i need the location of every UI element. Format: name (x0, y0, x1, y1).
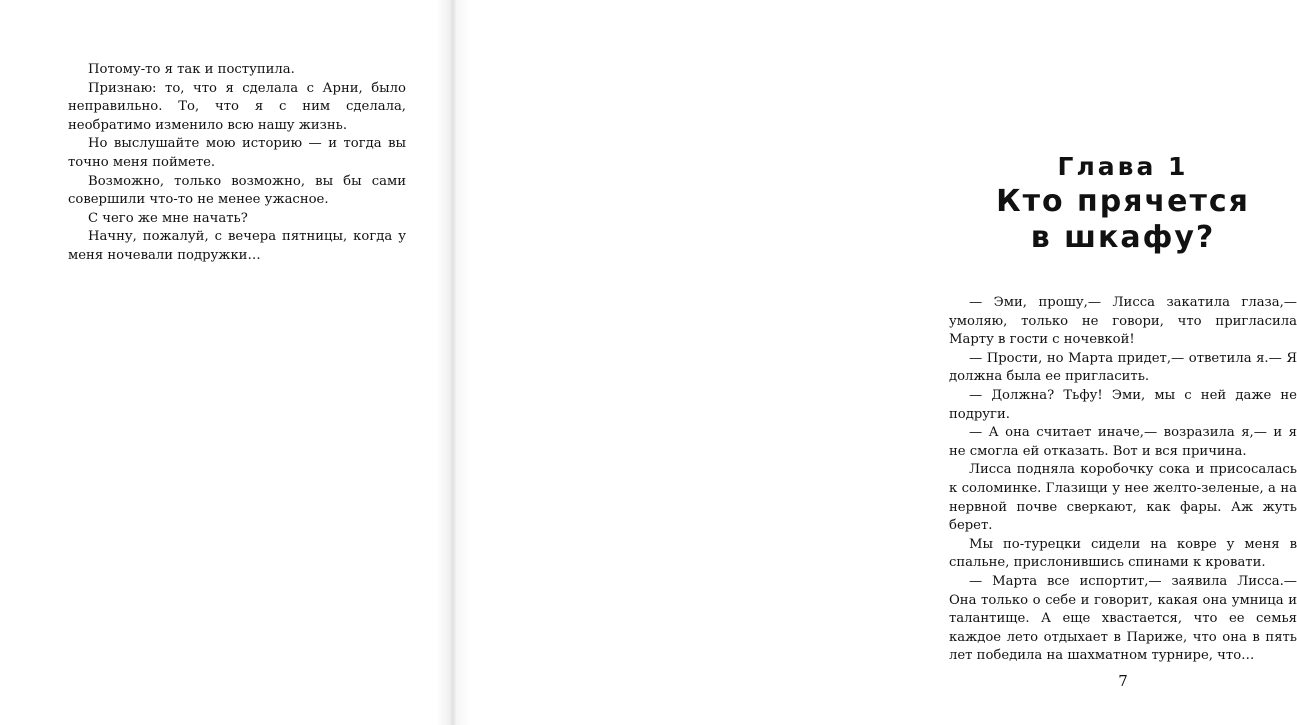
paragraph: Начну, пожалуй, с вечера пятницы, когда у меня ночевали подружки… (68, 229, 406, 263)
chapter-title-line: Кто прячется (996, 184, 1250, 219)
paragraph: Признаю: то, что я сделала с Арни, было неправильно. То, что я с ним сделала, необратимо изменило всю нашу жизнь. (68, 80, 406, 133)
right-page-text (949, 294, 1297, 666)
left-page (0, 0, 453, 725)
paragraph: Возможно, только возможно, вы бы сами совершили что-то не менее ужасное. (68, 173, 406, 208)
paragraph: Потому-то я так и поступила. (88, 62, 295, 77)
page-number: 7 (1118, 672, 1128, 690)
paragraph: — Прости, но Марта придет,— ответила я.— Я должна была ее пригласить. (949, 350, 1297, 385)
paragraph: — Марта все испортит,— заявила Лисса.— Она только о себе и говорит, какая она умница и талантище. А еще хвастается, что ее семья каждое лето отдыхает в Париже, что она в пять лет победила на шахматном турнире, что… (949, 573, 1297, 664)
paragraph: — А она считает иначе,— возразила я,— и я не смогла ей отказать. Вот и вся причина. (949, 425, 1297, 459)
left-page-text (68, 61, 406, 266)
chapter-title-line: в шкафу? (1030, 220, 1216, 255)
paragraph: С чего же мне начать? (88, 210, 248, 226)
paragraph: — Должна? Тьфу! Эми, мы с ней даже не подруги. (949, 387, 1297, 422)
chapter-label: Глава 1 (1057, 152, 1189, 181)
right-page (453, 0, 1297, 725)
paragraph: Но выслушайте мою историю — и тогда вы точно меня поймете. (68, 136, 406, 170)
paragraph: — Эми, прошу,— Лисса закатила глаза,— умоляю, только не говори, что пригласила Марту в гости с ночевкой! (949, 295, 1297, 348)
chapter-title (949, 184, 1297, 256)
paragraph: Мы по-турецки сидели на ковре у меня в спальне, прислонившись спинами к кровати. (949, 536, 1297, 571)
paragraph: Лисса подняла коробочку сока и присосалась к соломинке. Глазищи у нее желто-зеленые, а на нервной почве сверкают, как фары. Аж жуть берет. (949, 462, 1297, 534)
